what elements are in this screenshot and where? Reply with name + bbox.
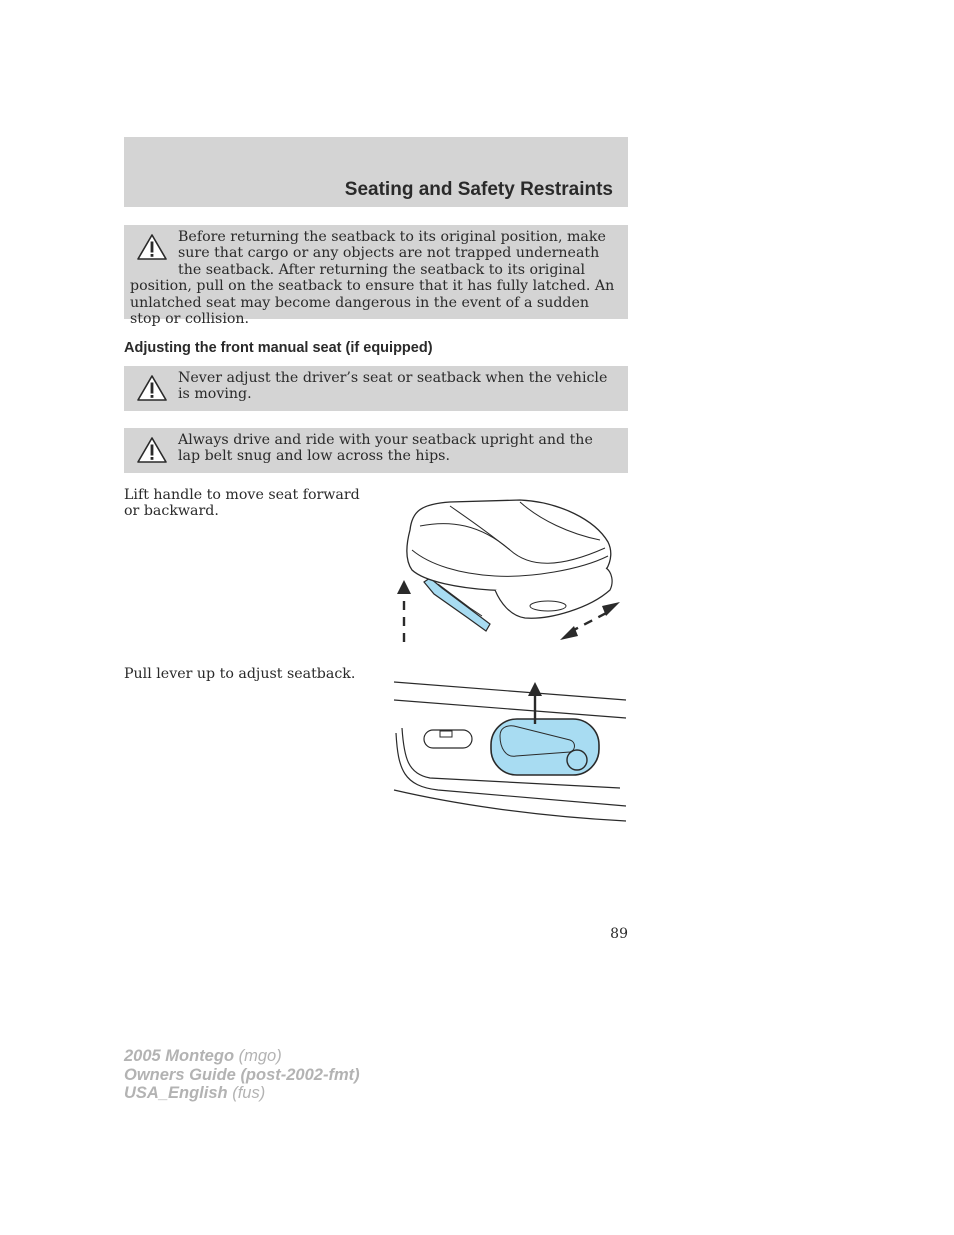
warning-box-seatback-latch [124,225,628,328]
footer-language-code: (fus) [227,1084,266,1102]
warning-triangle-icon [136,436,168,464]
footer-guide: Owners Guide (post-2002-fmt) [124,1065,360,1084]
warning-text: Always drive and ride with your seatback upright and the lap belt snug and low across the hips. [178,432,593,465]
footer-line-1 [124,1047,360,1066]
document-footer [124,1047,360,1103]
footer-line-3 [124,1084,360,1103]
footer-model-code: (mgo) [234,1047,282,1065]
footer-line-2 [124,1066,360,1085]
warning-box-adjust-while-moving [124,366,628,411]
instruction-caption-seatback-lever: Pull lever up to adjust seatback. [124,666,356,682]
warning-triangle-icon [136,374,168,402]
section-heading: Adjusting the front manual seat (if equipped) [124,340,433,356]
seatback-lever-illustration [390,678,630,823]
page-number: 89 [610,926,628,942]
warning-text: Before returning the seatback to its original position, make sure that cargo or any objects are not trapped underneath the seatback. After returning the seatback to its original position, pull on the seatback to ensure that it has fully latched. An unlatched seat may become dangerous in the event of a sudden stop or collision. [130,229,615,328]
warning-triangle-icon [136,233,168,261]
section-title: Seating and Safety Restraints [344,179,613,200]
instruction-caption-seat-handle: Lift handle to move seat forward or backward. [124,487,360,520]
warning-box-seatback-upright [124,428,628,473]
footer-language: USA_English [124,1084,228,1102]
seat-handle-illustration [390,490,630,650]
section-header-band [124,137,628,207]
warning-text: Never adjust the driver’s seat or seatback when the vehicle is moving. [178,370,608,403]
footer-model: 2005 Montego [124,1047,235,1065]
